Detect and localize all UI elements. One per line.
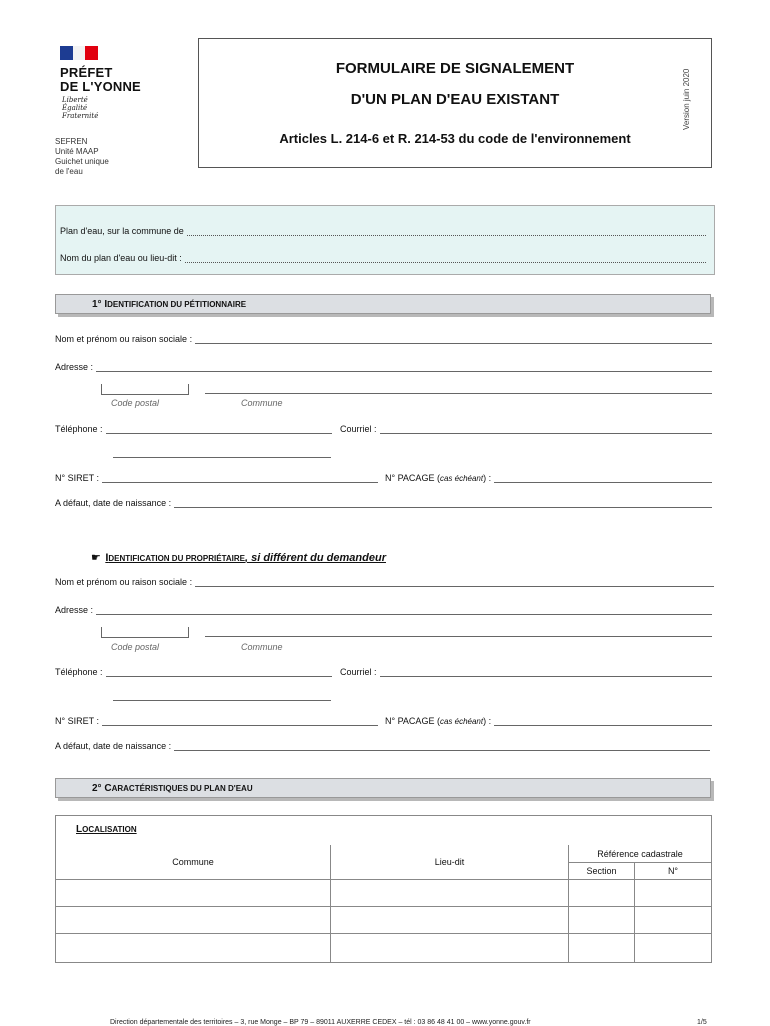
table-cell[interactable]	[331, 880, 569, 907]
petitionnaire-telephone-field[interactable]: Téléphone :	[55, 424, 332, 434]
table-cell[interactable]	[635, 880, 711, 907]
col-header-commune: Commune	[56, 845, 331, 880]
petitionnaire-commune-field[interactable]	[205, 393, 712, 394]
commune-box	[55, 205, 715, 275]
petitionnaire-code-postal-field[interactable]	[101, 384, 189, 395]
page-number: 1/5	[697, 1019, 707, 1026]
table-cell[interactable]	[56, 880, 331, 907]
col-header-num: N°	[635, 863, 711, 880]
version-label: Version juin 2020	[682, 68, 691, 130]
proprietaire-commune-field[interactable]	[205, 636, 712, 637]
proprietaire-header: ☛ IDENTIFICATION DU PROPRIÉTAIRE, si différent du demandeur	[91, 552, 386, 564]
table-cell[interactable]	[569, 907, 635, 934]
plan-name-field[interactable]: Nom du plan d'eau ou lieu-dit :	[60, 253, 706, 263]
proprietaire-courriel-field[interactable]: Courriel :	[340, 667, 712, 677]
proprietaire-code-postal-field[interactable]	[101, 627, 189, 638]
prefecture-logo-text: PRÉFET DE L'YONNE	[60, 65, 141, 94]
table-cell[interactable]	[569, 880, 635, 907]
code-postal-caption: Code postal	[111, 398, 160, 408]
proprietaire-adresse-field[interactable]: Adresse :	[55, 605, 712, 615]
commune-caption: Commune	[241, 398, 283, 408]
service-name: SEFREN Unité MAAP Guichet unique de l'eau	[55, 137, 109, 176]
table-cell[interactable]	[56, 907, 331, 934]
code-postal-caption: Code postal	[111, 642, 160, 652]
petitionnaire-naissance-field[interactable]: A défaut, date de naissance :	[55, 498, 712, 508]
col-header-ref-cadastrale: Référence cadastrale	[569, 845, 711, 863]
proprietaire-telephone-2-field[interactable]	[113, 700, 331, 701]
petitionnaire-adresse-field[interactable]: Adresse :	[55, 362, 712, 372]
col-header-lieudit: Lieu-dit	[331, 845, 569, 880]
table-cell[interactable]	[635, 934, 711, 962]
col-header-section: Section	[569, 863, 635, 880]
form-title-line1: FORMULAIRE DE SIGNALEMENT	[335, 60, 575, 77]
petitionnaire-nom-field[interactable]: Nom et prénom ou raison sociale :	[55, 334, 712, 344]
table-cell[interactable]	[331, 907, 569, 934]
legal-articles: Articles L. 214-6 et R. 214-53 du code de l'environnement	[279, 131, 631, 146]
footer-address: Direction départementale des territoires – 3, rue Monge – BP 79 – 89011 AUXERRE CEDEX – tél : 03 86 48 41 00 – www.yonne.gouv.fr	[110, 1019, 531, 1026]
localisation-table	[55, 815, 712, 963]
petitionnaire-siret-field[interactable]: N° SIRET :	[55, 473, 378, 483]
commune-field[interactable]: Plan d'eau, sur la commune de	[60, 226, 706, 236]
petitionnaire-telephone-2-field[interactable]	[113, 457, 331, 458]
section-2-header: 2° CARACTÉRISTIQUES DU PLAN D'EAU	[55, 778, 711, 798]
section-1-header: 1° IDENTIFICATION DU PÉTITIONNAIRE	[55, 294, 711, 314]
table-cell[interactable]	[569, 934, 635, 962]
proprietaire-pacage-field[interactable]: N° PACAGE ( cas échéant ) :	[385, 716, 712, 726]
proprietaire-naissance-field[interactable]: A défaut, date de naissance :	[55, 741, 710, 751]
table-cell[interactable]	[56, 934, 331, 962]
proprietaire-nom-field[interactable]: Nom et prénom ou raison sociale :	[55, 577, 714, 587]
pointing-hand-icon: ☛	[91, 552, 101, 564]
localisation-heading: LOCALISATION	[76, 824, 137, 835]
table-cell[interactable]	[331, 934, 569, 962]
proprietaire-siret-field[interactable]: N° SIRET :	[55, 716, 378, 726]
petitionnaire-pacage-field[interactable]: N° PACAGE ( cas échéant ) :	[385, 473, 712, 483]
petitionnaire-courriel-field[interactable]: Courriel :	[340, 424, 712, 434]
proprietaire-telephone-field[interactable]: Téléphone :	[55, 667, 332, 677]
table-cell[interactable]	[635, 907, 711, 934]
republic-motto: Liberté Égalité Fraternité	[62, 96, 99, 120]
form-title-line2: D'UN PLAN D'EAU EXISTANT	[350, 91, 560, 108]
marianne-flag-logo	[60, 46, 98, 60]
commune-caption: Commune	[241, 642, 283, 652]
